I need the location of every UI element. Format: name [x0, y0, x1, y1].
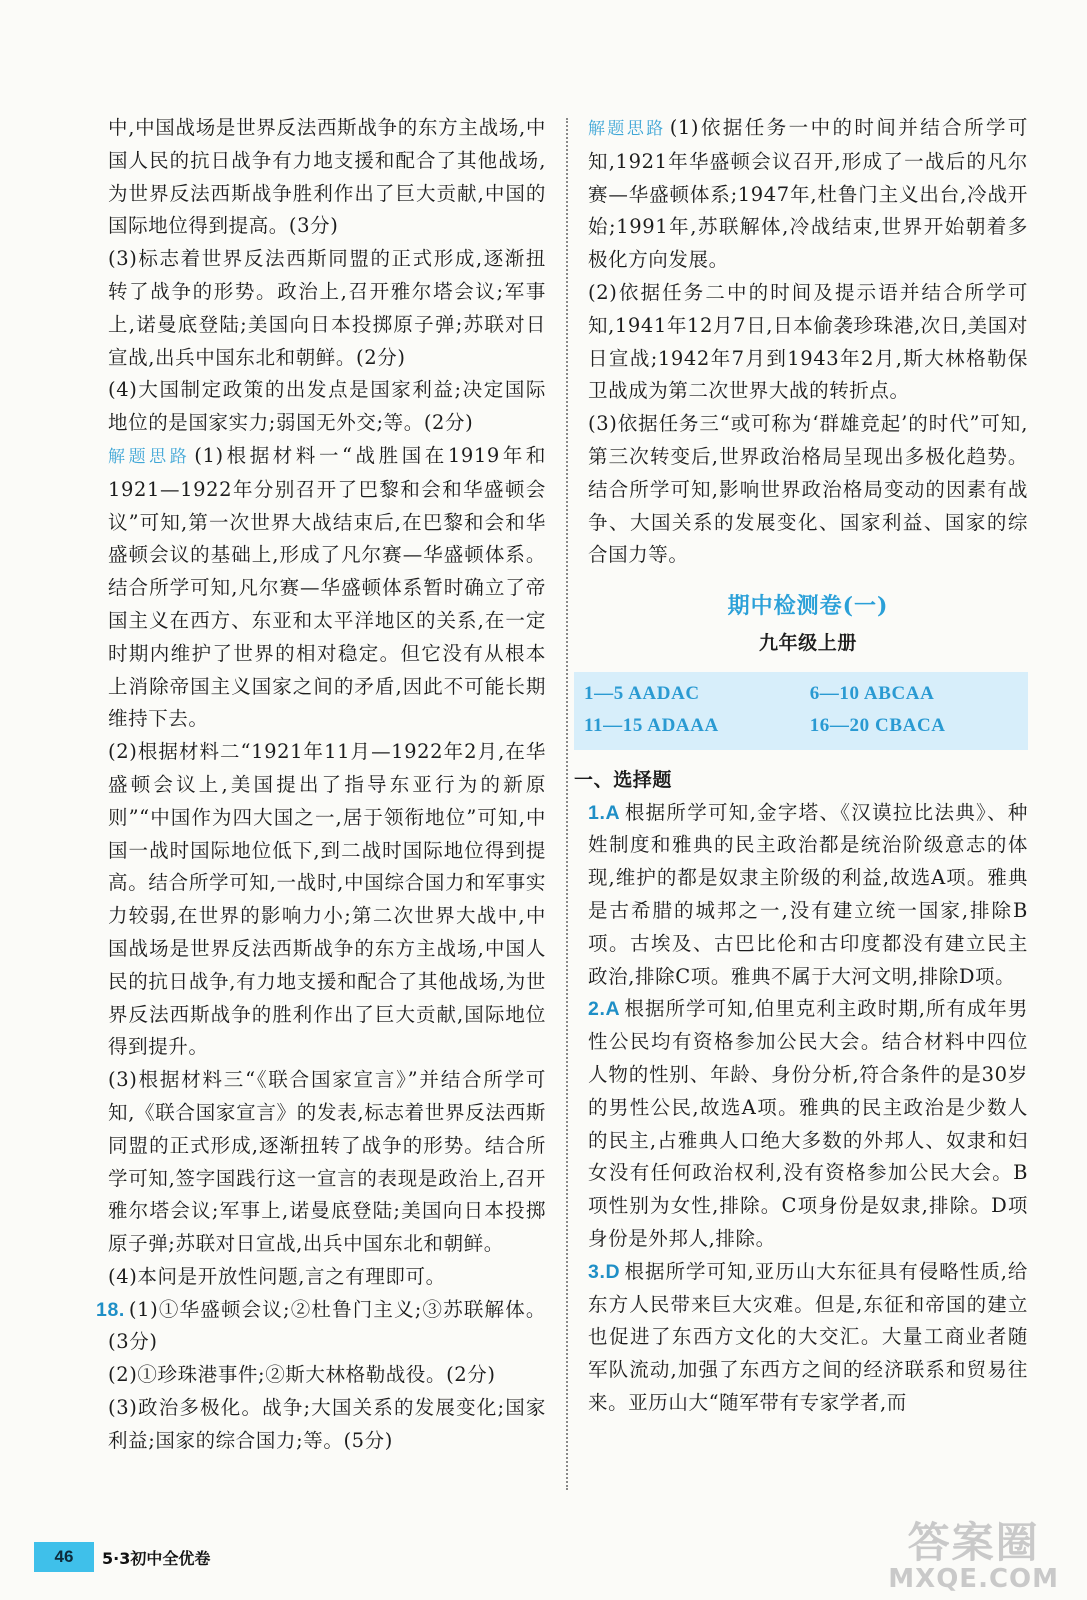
solution-hint-label: 解题思路: [108, 446, 191, 467]
solution-paragraph: 解题思路 (1)依据任务一中的时间并结合所学可知,1921年华盛顿会议召开,形成了一战后的凡尔赛—华盛顿体系;1947年,杜鲁门主义出台,冷战开始;1991年,苏联解体,冷战结束,世界开始朝着多极化方向发展。: [588, 116, 1028, 272]
question-3: 3.D 根据所学可知,亚历山大东征具有侵略性质,给东方人民带来巨大灾难。但是,东征和帝国的建立也促进了东西方文化的大交汇。大量工商业者随军队流动,加强了东西方之间的经济联系和贸易往来。亚历山大“随军带有专家学者,而: [588, 1259, 1028, 1414]
question-2: 2.A 根据所学可知,伯里克利主政时期,所有成年男性公民均有资格参加公民大会。结合材料中四位人物的性别、年龄、身份分析,符合条件的是30岁的男性公民,故选A项。雅典的民主政治是少数人的民主,占雅典人口绝大多数的外邦人、奴隶和妇女没有任何政治权利,没有资格参加公民大会。B项性别为女性,排除。C项身份是奴隶,排除。D项身份是外邦人,排除。: [588, 997, 1028, 1250]
section-title: 一、选择题: [574, 768, 673, 791]
paragraph: 中,中国战场是世界反法西斯战争的东方主战场,中国人民的抗日战争有力地支援和配合了其他战场,为世界反法西斯战争胜利作出了巨大贡献,中国的国际地位得到提高。(3分): [108, 116, 546, 238]
watermark-url: MXQE.COM: [888, 1564, 1059, 1594]
answer-group: 11—15 ADAAA: [584, 714, 719, 736]
question-number: 3.D: [588, 1260, 621, 1283]
paragraph: (4)本问是开放性问题,言之有理即可。: [108, 1264, 446, 1288]
watermark: [888, 1510, 1059, 1594]
answer-group: 16—20 CBACA: [809, 714, 946, 736]
answer-key-box: [574, 672, 1028, 750]
answer-group: 6—10 ABCAA: [809, 682, 935, 704]
paragraph: (4)大国制定政策的出发点是国家利益;决定国际地位的是国家实力;弱国无外交;等。(2分): [108, 378, 546, 435]
solution-paragraph: 解题思路 (1)根据材料一“战胜国在1919年和1921—1922年分别召开了巴黎和会和华盛顿会议”可知,第一次世界大战结束后,在巴黎和会和华盛顿会议的基础上,形成了凡尔赛—华盛顿体系。结合所学可知,凡尔赛—华盛顿体系暂时确立了帝国主义在西方、东亚和太平洋地区的关系,在一定时期内维护了世界的相对稳定。但它没有从根本上消除帝国主义国家之间的矛盾,因此不可能长期维持下去。: [108, 443, 546, 731]
paragraph: (3)根据材料三“《联合国家宣言》”并结合所学可知,《联合国家宣言》的发表,标志着世界反法西斯同盟的正式形成,逐渐扭转了战争的形势。结合所学可知,签字国践行这一宣言的表现是政治上,召开雅尔塔会议;军事上,诺曼底登陆;美国向日本投掷原子弹;苏联对日宣战,出兵中国东北和朝鲜。: [108, 1068, 546, 1256]
question-18: 18. (1)①华盛顿会议;②杜鲁门主义;③苏联解体。(3分): [96, 1297, 546, 1354]
page-number: 46: [34, 1542, 94, 1572]
paragraph: (2)依据任务二中的时间及提示语并结合所学可知,1941年12月7日,日本偷袭珍珠港,次日,美国对日宣战;1942年7月到1943年2月,斯大林格勒保卫战成为第二次世界大战的转折点。: [588, 280, 1028, 403]
solution-hint-label: 解题思路: [588, 119, 666, 139]
paragraph: (3)标志着世界反法西斯同盟的正式形成,逐渐扭转了战争的形势。政治上,召开雅尔塔会议;军事上,诺曼底登陆;美国向日本投掷原子弹;苏联对日宣战,出兵中国东北和朝鲜。(2分): [108, 247, 546, 369]
answer-row: [584, 678, 1018, 710]
answer-group: 1—5 AADAC: [584, 682, 700, 704]
question-1: 1.A 根据所学可知,金字塔、《汉谟拉比法典》、种姓制度和雅典的民主政治都是统治阶级意志的体现,维护的都是奴隶主阶级的利益,故选A项。雅典是古希腊的城邦之一,没有建立统一国家,排除B项。古埃及、古巴比伦和古印度都没有建立民主政治,排除C项。雅典不属于大河文明,排除D项。: [588, 800, 1028, 988]
watermark-text: 答案圈: [907, 1518, 1040, 1567]
column-divider: [566, 118, 568, 1490]
question-number: 18.: [96, 1298, 125, 1321]
paragraph: (3)依据任务三“或可称为‘群雄竞起’的时代”可知,第三次转变后,世界政治格局呈现出多极化趋势。结合所学可知,影响世界政治格局变动的因素有战争、大国关系的发展变化、国家利益、国家的综合国力等。: [588, 412, 1028, 567]
grade-title: 九年级上册: [758, 631, 857, 654]
answer-row: [584, 710, 1018, 742]
question-number: 2.A: [588, 998, 621, 1021]
series-name: 5·3初中全优卷: [102, 1548, 211, 1568]
question-number: 1.A: [588, 801, 621, 824]
right-column: [574, 112, 1028, 1420]
left-column: [96, 112, 546, 1458]
paragraph: (2)根据材料二“1921年11月—1922年2月,在华盛顿会议上,美国提出了指导东亚行为的新原则”“中国作为四大国之一,居于领衔地位”可知,中国一战时国际地位低下,到二战时国际地位得到提高。结合所学可知,一战时,中国综合国力和军事实力较弱,在世界的影响力小;第二次世界大战中,中国战场是世界反法西斯战争的东方主战场,中国人民的抗日战争,有力地支援和配合了其他战场,为世界反法西斯战争的胜利作出了巨大贡献,国际地位得到提升。: [108, 740, 546, 1059]
paragraph: (2)①珍珠港事件;②斯大林格勒战役。(2分): [108, 1363, 496, 1387]
paragraph: (3)政治多极化。战争;大国关系的发展变化;国家利益;国家的综合国力;等。(5分): [108, 1396, 546, 1452]
exam-title: 期中检测卷(一): [727, 593, 889, 620]
page-footer: [34, 1542, 210, 1572]
